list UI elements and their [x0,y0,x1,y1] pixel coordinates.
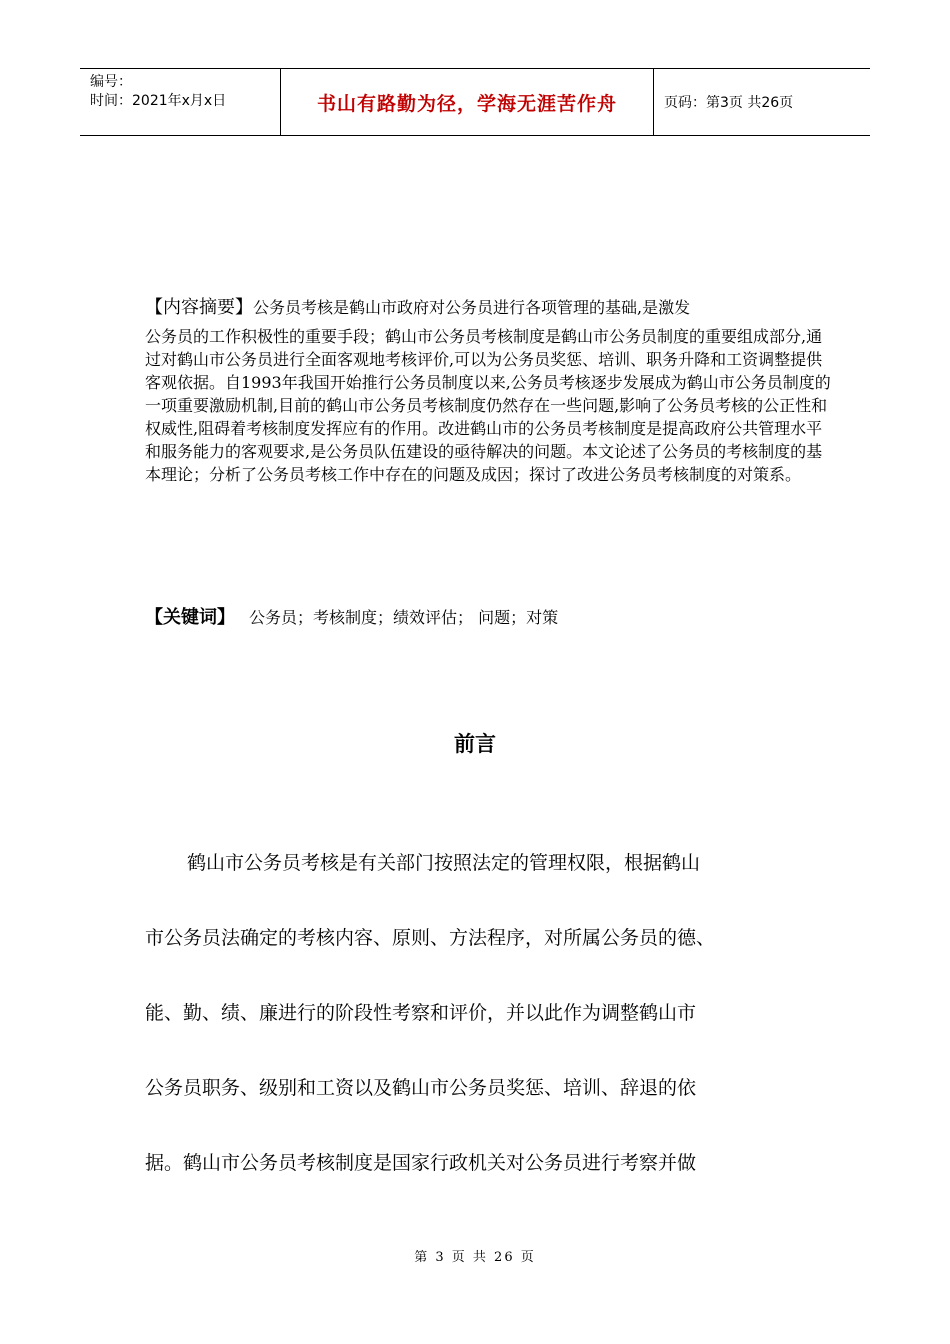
abstract-first-text: 公务员考核是鹤山市政府对公务员进行各项管理的基础,是激发 [253,298,691,317]
keywords-text: 公务员；考核制度；绩效评估； 问题；对策 [249,608,559,627]
keywords [145,604,558,632]
header-table [80,68,870,136]
body-paragraph [145,845,835,1220]
abstract-body: 公务员的工作积极性的重要手段；鹤山市公务员考核制度是鹤山市公务员制度的重要组成部分,通过对鹤山市公务员进行全面客观地考核评价,可以为公务员奖惩、培训、职务升降和工资调整提供客观依据。自1993年我国开始推行公务员制度以来,公务员考核逐步发展成为鹤山市公务员制度的一项重要激励机制,目前的鹤山市公务员考核制度仍然存在一些问题,影响了公务员考核的公正性和权威性,阻碍着考核制度发挥应有的作用。改进鹤山市的公务员考核制度是提高政府公共管理水平和服务能力的客观要求,是公务员队伍建设的亟待解决的问题。本文论述了公务员的考核制度的基本理论；分析了公务员考核工作中存在的问题及成因；探讨了改进公务员考核制度的对策系。 [145,327,831,484]
date-line: 时间：2021年x月x日 [90,93,227,109]
abstract-label: 【内容摘要】 [145,297,253,318]
header-motto: 书山有路勤为径，学海无涯苦作舟 [281,69,654,135]
abstract-first-line [145,296,835,319]
section-title: 前言 [454,732,496,756]
serial-number-label: 编号： [90,74,132,90]
body-line: 鹤山市公务员考核是有关部门按照法定的管理权限，根据鹤山 [187,852,701,874]
keywords-label: 【关键词】 [145,607,235,628]
page-footer: 第 3 页 共 26 页 [414,1250,536,1265]
abstract [145,296,835,486]
header-meta [80,69,281,135]
header-page-info: 页码：第3页 共26页 [664,95,794,111]
body-line: 公务员职务、级别和工资以及鹤山市公务员奖惩、培训、辞退的依 [145,1077,697,1099]
body-line: 据。鹤山市公务员考核制度是国家行政机关对公务员进行考察并做 [145,1152,697,1174]
body-line: 能、勤、绩、廉进行的阶段性考察和评价，并以此作为调整鹤山市 [145,1002,697,1024]
body-line: 市公务员法确定的考核内容、原则、方法程序，对所属公务员的德、 [145,927,716,949]
